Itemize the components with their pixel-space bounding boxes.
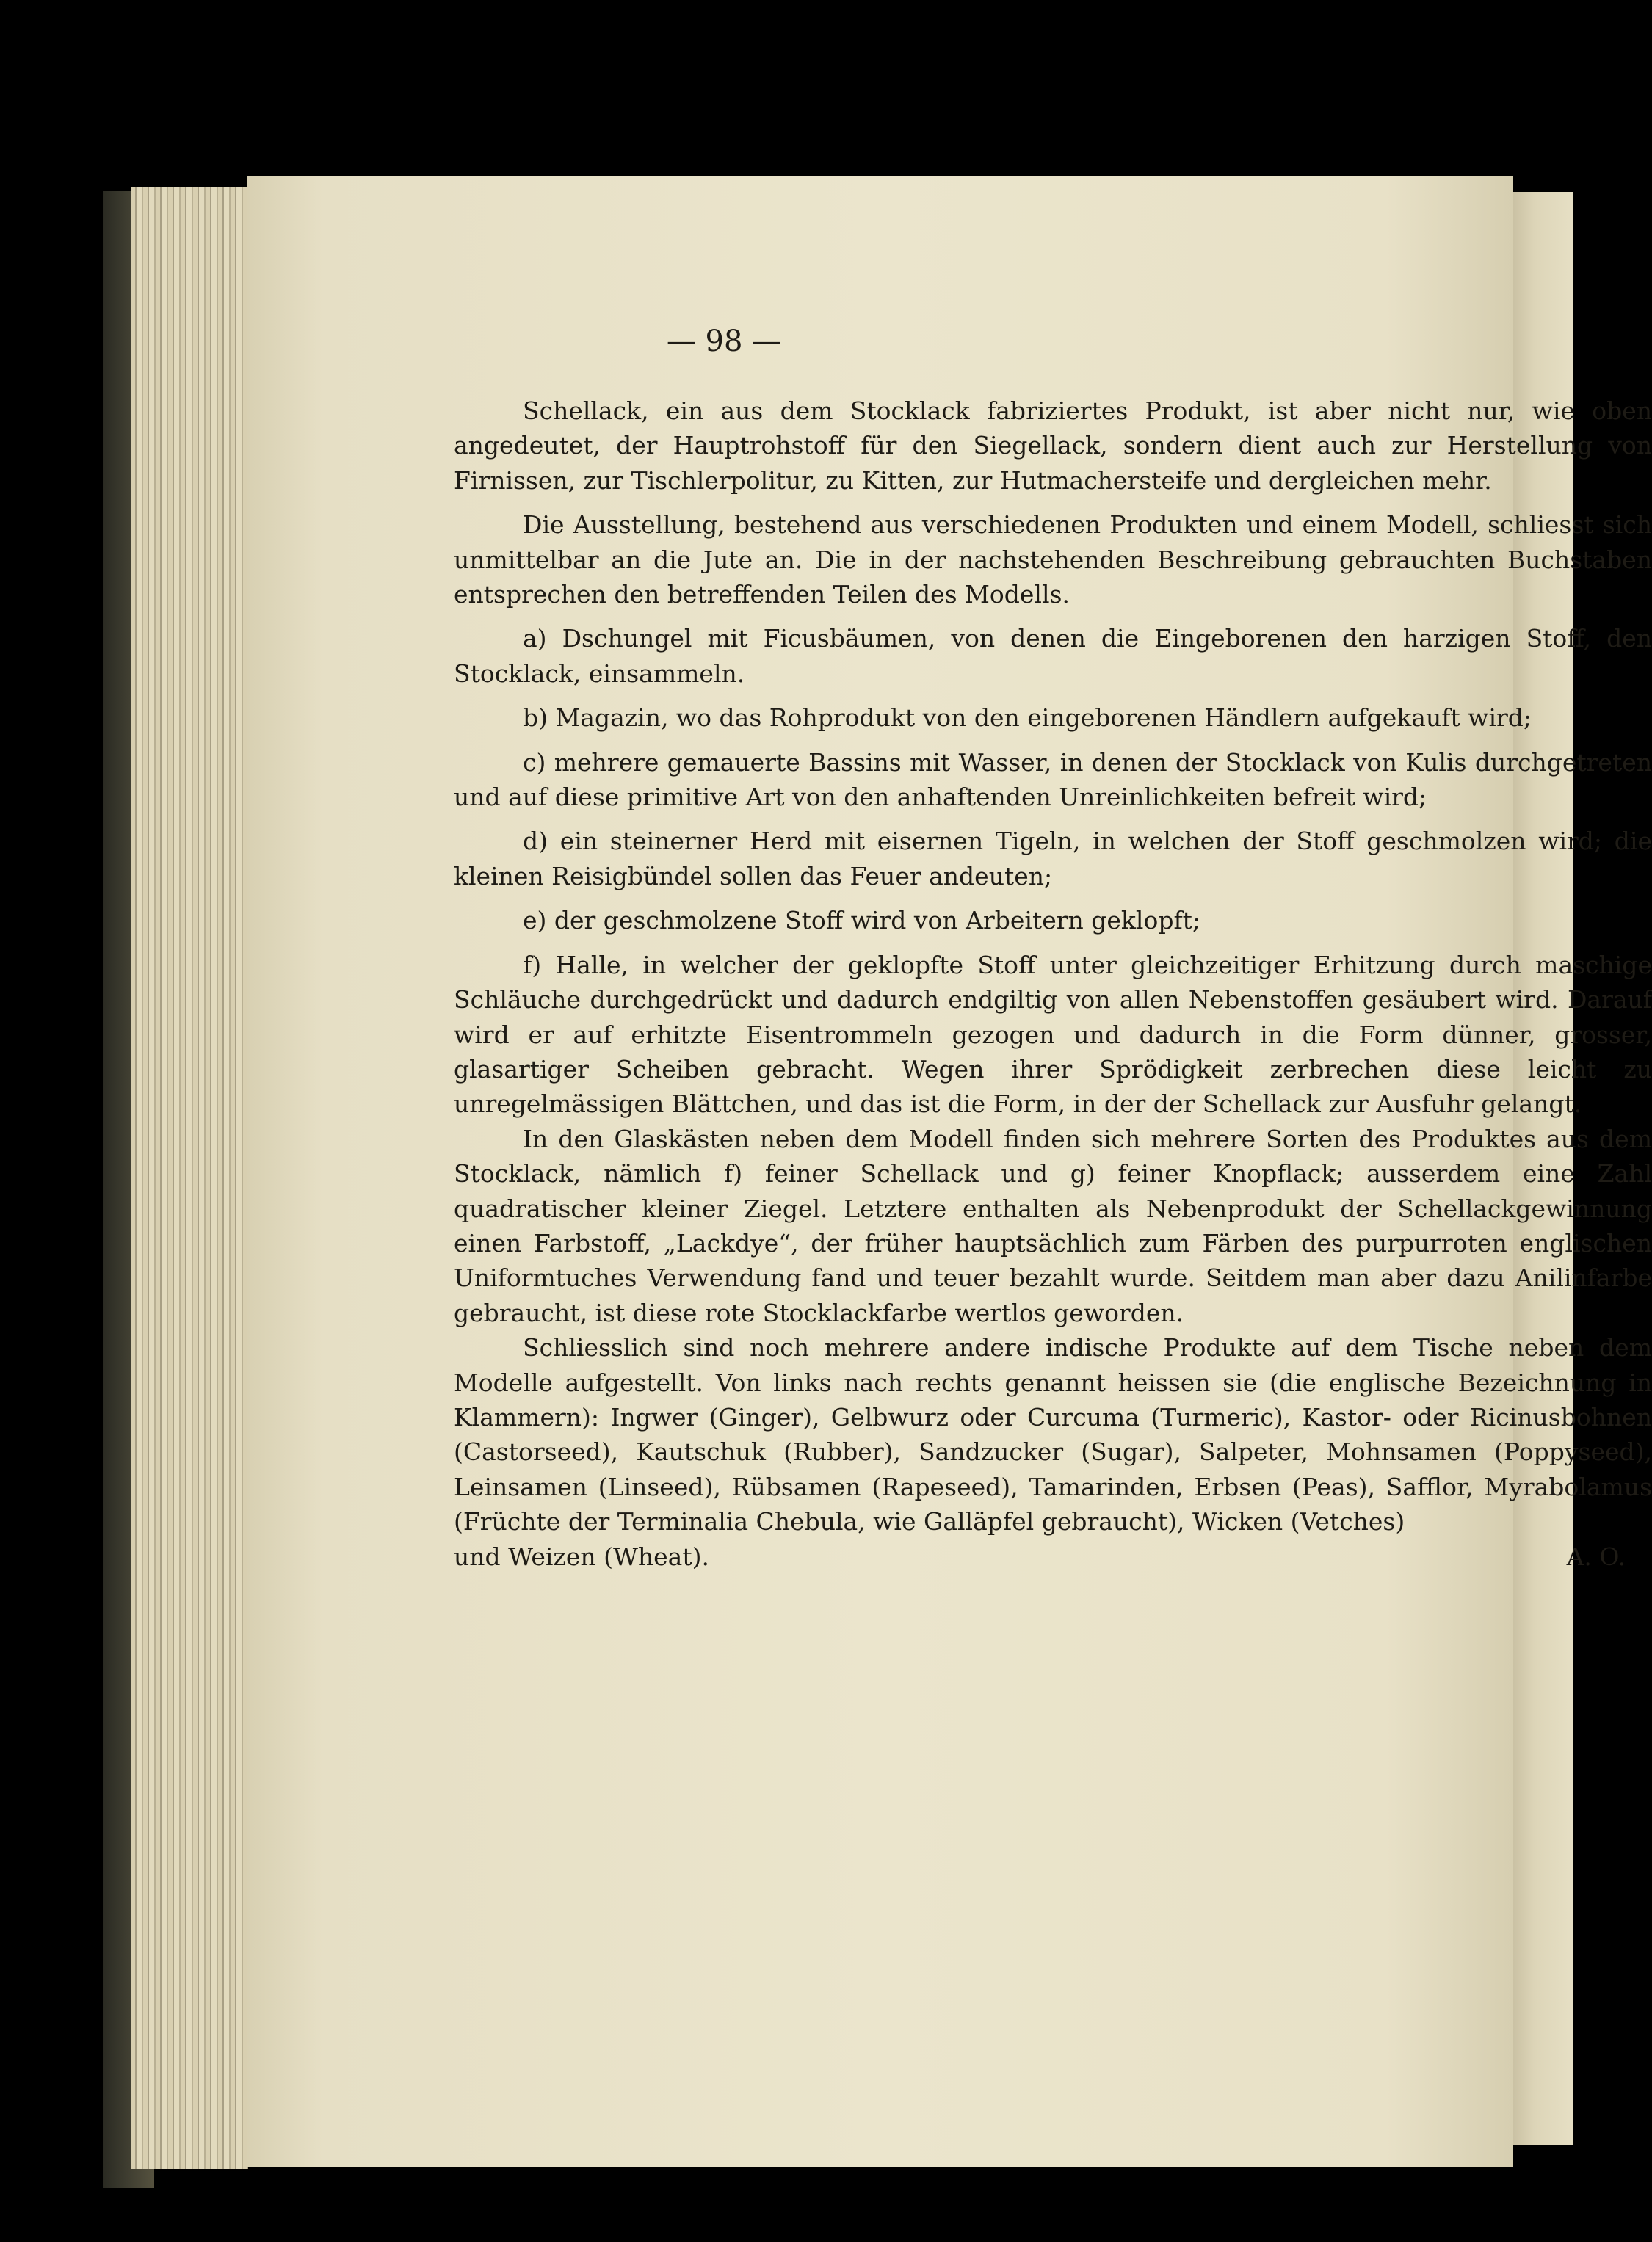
closing-text: und Weizen (Wheat). [454,1542,709,1571]
paragraph-glaskaesten: In den Glaskästen neben dem Modell finden sich mehrere Sorten des Produktes aus dem Stocklack, nämlich f) feiner Schellack und g) feiner Knopflack; ausserdem eine Zahl quadratischer kleiner Ziegel. Letztere enthalten als Nebenprodukt der Schellackgewinnung einen Farbstoff, „Lackdye“, der früher hauptsächlich zum Färben des purpurroten englischen Uniformtuches Verwendung fand und teuer bezahlt wurde. Seitdem man aber dazu Anilinfarbe gebraucht, ist diese rote Stocklackfarbe wertlos geworden. [454,1124,1652,1327]
paragraph-item-a: a) Dschungel mit Ficusbäumen, von denen die Eingeborenen den harzigen Stoff, den Stocklack, einsammeln. [454,624,1652,688]
page-stack-edges [131,187,248,2169]
paragraph-produkte: Schliesslich sind noch mehrere andere indische Produkte auf dem Tische neben dem Modelle aufgestellt. Von links nach rechts genannt heissen sie (die englische Bezeichnung in Klammern): Ingwer (Ginger), Gelbwurz oder Curcuma (Turmeric), Kastor- oder Ricinusbohnen (Castorseed), Kautschuk (Rubber), Sandzucker (Sugar), Salpeter, Mohnsamen (Poppyseed), Leinsamen (Linseed), Rübsamen (Rapeseed), Tamarinden, Erbsen (Peas), Safflor, Myrabolamus (Früchte der Terminalia Chebula, wie Galläpfel gebraucht), Wicken (Vetches) [454,1333,1652,1537]
page-number: — 98 — [666,324,782,358]
paragraph-ausstellung: Die Ausstellung, bestehend aus verschiedenen Produkten und einem Modell, schliesst sich unmittelbar an die Jute an. Die in der nachstehenden Beschreibung gebrauchten Buchstaben entsprechen den betreffenden Teilen des Modells. [454,510,1652,609]
page-body [454,393,1652,1574]
paragraph-item-c: c) mehrere gemauerte Bassins mit Wasser, in denen der Stocklack von Kulis durchgetreten und auf diese primitive Art von den anhaftenden Unreinlichkeiten befreit wird; [454,747,1652,812]
paragraph-item-e: e) der geschmolzene Stoff wird von Arbeitern geklopft; [523,906,1201,935]
paragraph-item-d: d) ein steinerner Herd mit eisernen Tigeln, in welchen der Stoff geschmolzen wird; die kleinen Reisigbündel sollen das Feuer andeuten; [454,827,1652,890]
closing-line [454,1539,1652,1574]
paragraph-item-f: f) Halle, in welcher der geklopfte Stoff unter gleichzeitiger Erhitzung durch maschige Schläuche durchgedrückt und dadurch endgiltig von allen Nebenstoffen gesäubert wird. Darauf wird er auf erhitzte Eisentrommeln gezogen und dadurch in die Form dünner, grosser, glasartiger Scheiben gebracht. Wegen ihrer Sprödigkeit zerbrechen diese leicht zu unregelmässigen Blättchen, und das ist die Form, in der der Schellack zur Ausfuhr gelangt. [454,950,1652,1119]
paragraph-schellack: Schellack, ein aus dem Stocklack fabriziertes Produkt, ist aber nicht nur, wie oben angedeutet, der Hauptrohstoff für den Siegellack, sondern dient auch zur Herstellung von Firnissen, zur Tischlerpolitur, zu Kitten, zur Hutmachersteife und dergleichen mehr. [454,396,1652,495]
author-signature: A. O. [1566,1542,1626,1571]
book-page [247,176,1652,2167]
paragraph-item-b: b) Magazin, wo das Rohprodukt von den eingeborenen Händlern aufgekauft wird; [523,703,1532,733]
